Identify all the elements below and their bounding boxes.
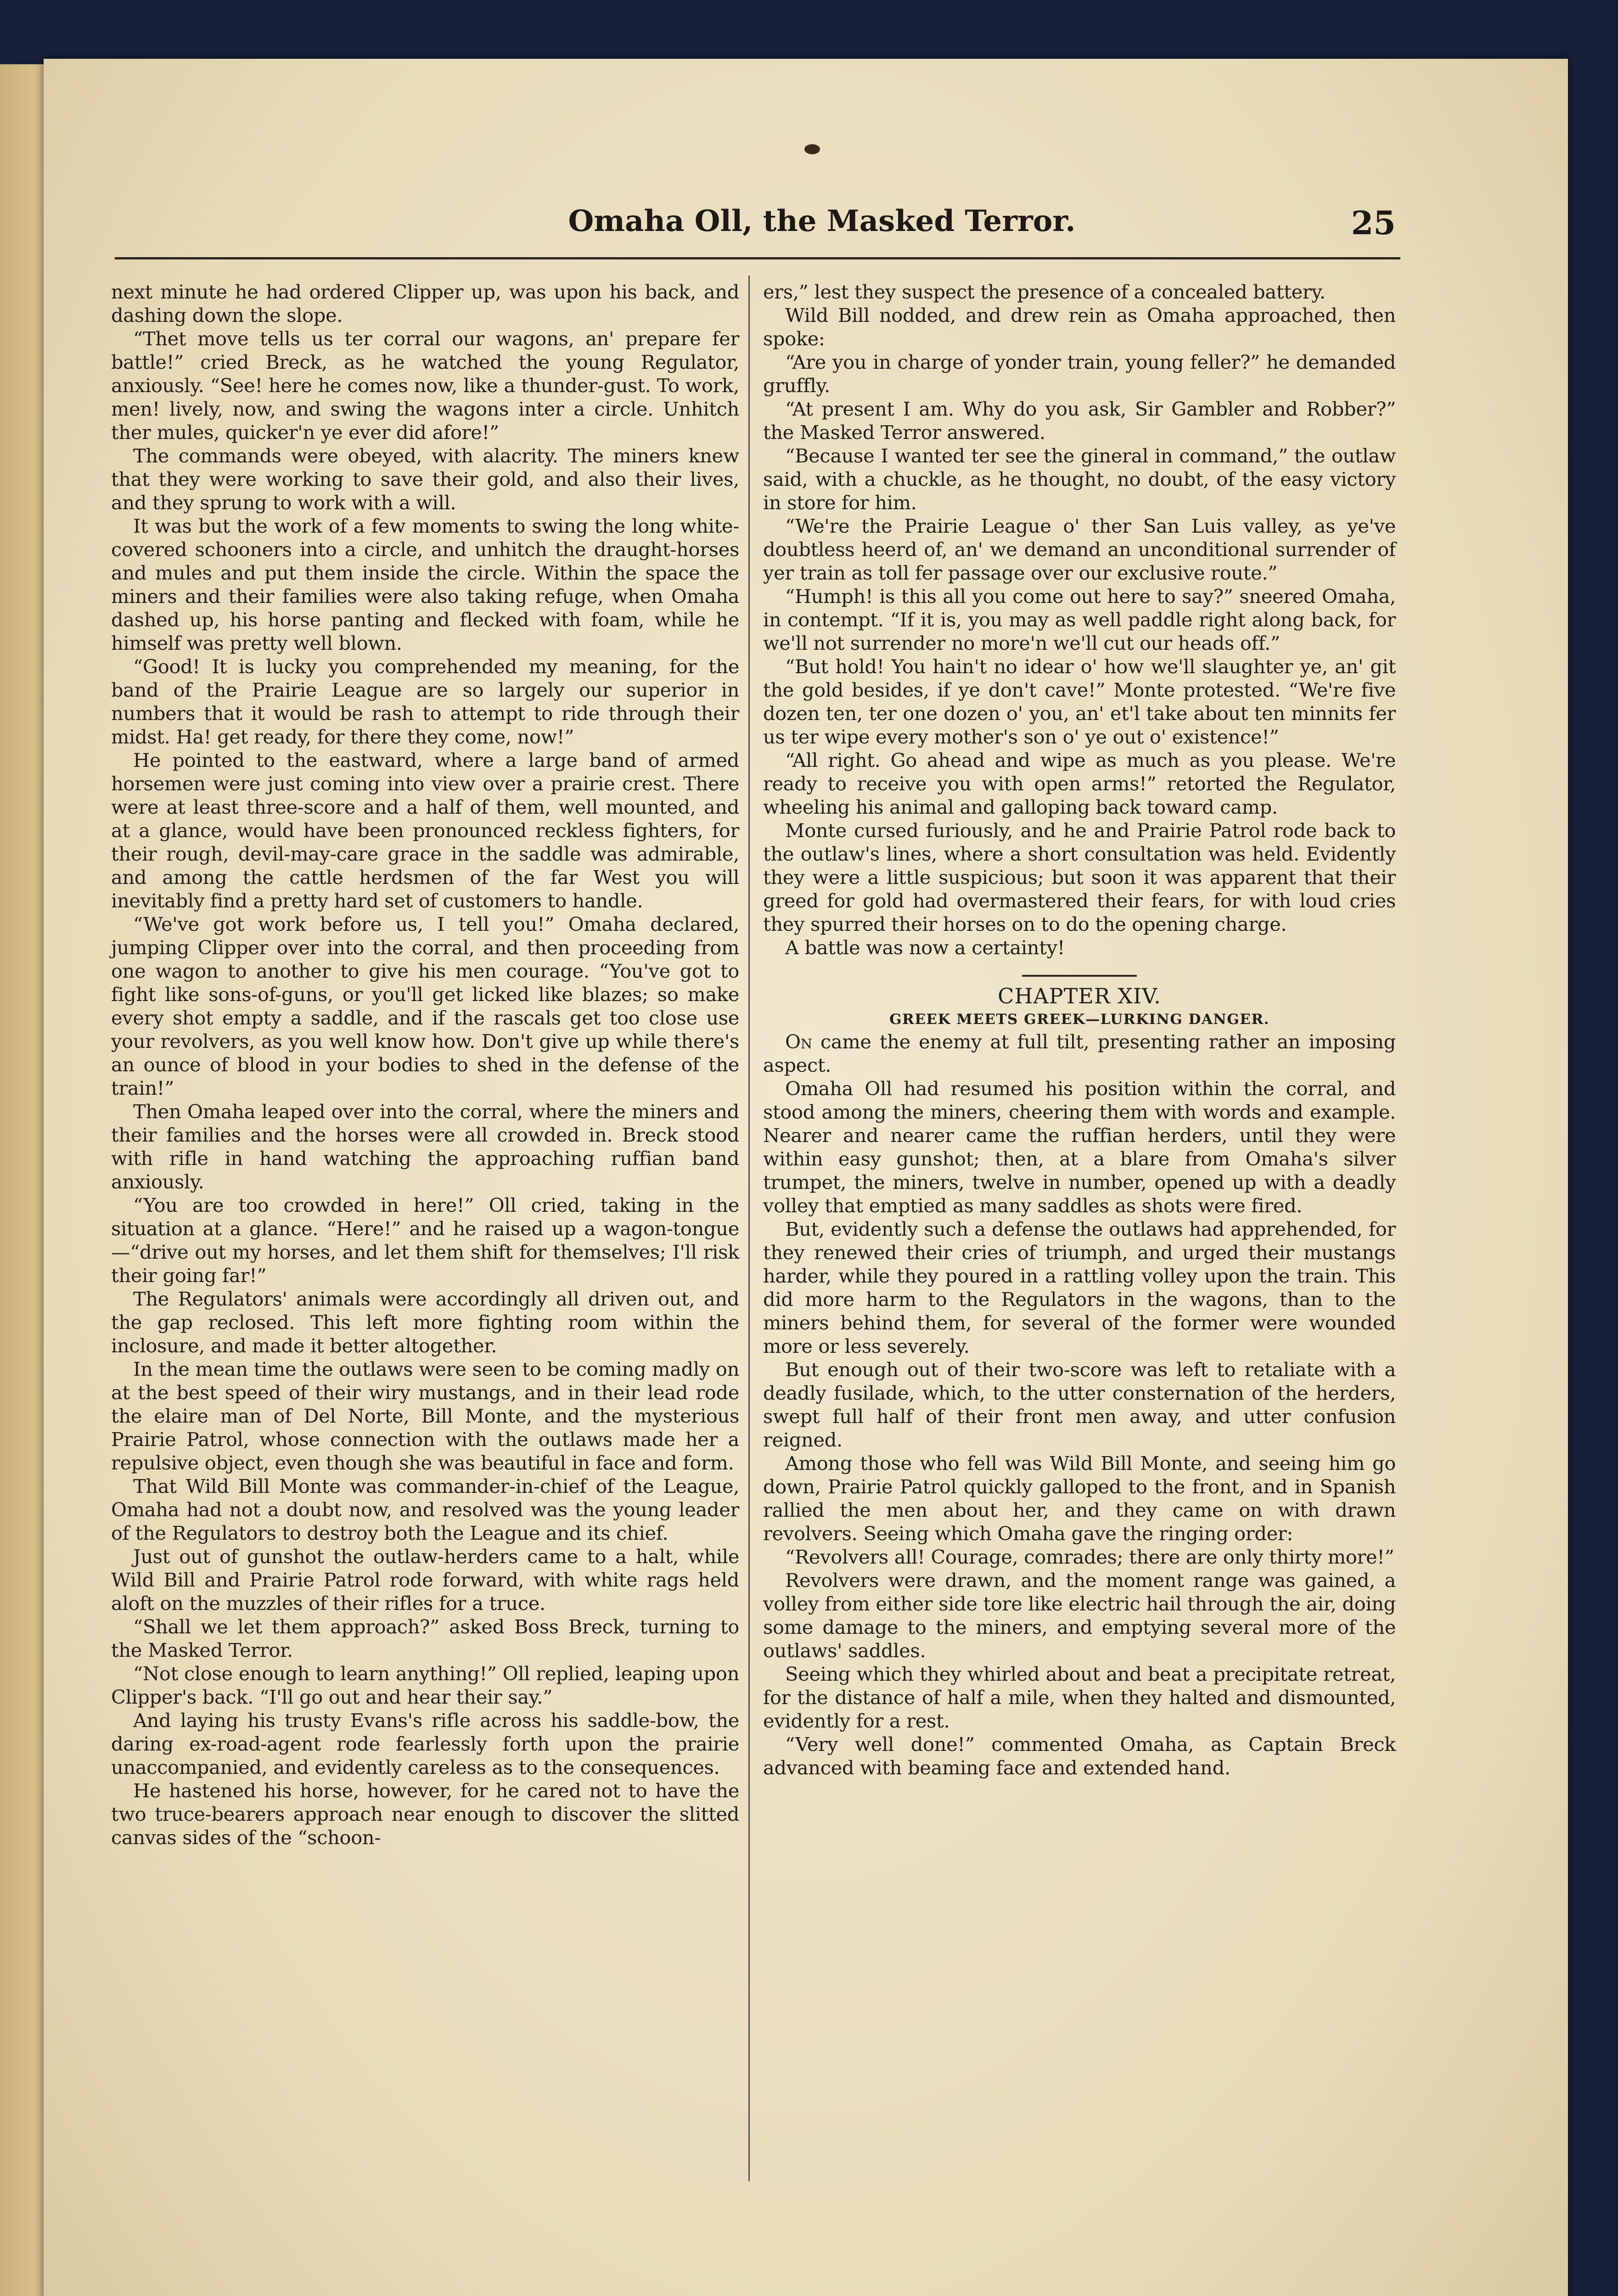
paragraph: “Revolvers all! Courage, comrades; there are only thirty more!”: [785, 1546, 1394, 1568]
paragraph: “Because I wanted ter see the gineral in command,” the outlaw said, with a chuckle, as he thought, no doubt, of the easy victory in store for him.: [763, 445, 1396, 514]
paragraph: Among those who fell was Wild Bill Monte, and seeing him go down, Prairie Patrol quickly galloped to the front, and in Spanish rallied the men about her, and they came on with drawn revolvers. Seeing which Omaha gave the ringing order:: [763, 1452, 1396, 1545]
paragraph: Wild Bill nodded, and drew rein as Omaha approached, then spoke:: [763, 304, 1396, 350]
paragraph: He pointed to the eastward, where a large band of armed horsemen were just coming into view over a prairie crest. There were at least three-score and a half of them, well mounted, and at a glance, would have been pronounced reckless fighters, for their rough, devil-may-care grace in the saddle was admirable, and among the cattle herdsmen of the far West you will inevitably find a pretty hard set of customers to handle.: [111, 749, 739, 912]
paragraph: “We're the Prairie League o' ther San Luis valley, as ye've doubtless heerd of, an' we demand an unconditional surrender of yer train as toll fer passage over our exclusive route.”: [763, 515, 1396, 584]
paragraph: “Shall we let them approach?” asked Boss Breck, turning to the Masked Terror.: [111, 1615, 739, 1661]
chapter-opening-paragraph: [763, 1030, 1396, 1077]
paragraph: In the mean time the outlaws were seen to be coming madly on at the best speed of their wiry mustangs, and in their lead rode the elaire man of Del Norte, Bill Monte, and the mysterious Prairie Patrol, whose connection with the outlaws made her a repulsive object, even though she was beautiful in face and form.: [111, 1358, 739, 1474]
paragraph: Seeing which they whirled about and beat a precipitate retreat, for the distance of half a mile, when they halted and dismounted, evidently for a rest.: [763, 1663, 1396, 1732]
opening-text: came the enemy at full tilt, presenting rather an imposing aspect.: [763, 1030, 1396, 1076]
paragraph: next minute he had ordered Clipper up, was upon his back, and dashing down the slope.: [111, 281, 739, 326]
paragraph: “Thet move tells us ter corral our wagons, an' prepare fer battle!” cried Breck, as he watched the young Regulator, anxiously. “See! here he comes now, like a thunder-gust. To work, men! lively, now, and swing the wagons inter a circle. Unhitch ther mules, quicker'n ye ever did afore!”: [111, 327, 739, 444]
left-column: [111, 280, 739, 1849]
chapter-rule: [1022, 975, 1137, 977]
paragraph: Omaha Oll had resumed his position within the corral, and stood among the miners, cheering them with words and example. Nearer and nearer came the ruffian herders, until they were within easy gunshot; then, at a blare from Omaha's silver trumpet, the miners, twelve in number, opened up with a deadly volley that emptied as many saddles as shots were fired.: [763, 1077, 1396, 1217]
right-column: [763, 280, 1396, 1779]
paragraph: “Very well done!” commented Omaha, as Captain Breck advanced with beaming face and extended hand.: [763, 1733, 1396, 1779]
paragraph: And laying his trusty Evans's rifle across his saddle-bow, the daring ex-road-agent rode fearlessly forth upon the prairie unaccompanied, and evidently careless as to the consequences.: [111, 1709, 739, 1778]
header-rule: [115, 257, 1400, 259]
paragraph: It was but the work of a few moments to swing the long white-covered schooners into a circle, and unhitch the draught-horses and mules and put them inside the circle. Within the space the miners and their families were also taking refuge, when Omaha dashed up, his horse panting and flecked with foam, while he himself was pretty well blown.: [111, 515, 739, 654]
paragraph: He hastened his horse, however, for he cared not to have the two truce-bearers approach near enough to discover the slitted canvas sides of the “schoon-: [111, 1779, 739, 1849]
paragraph: “Not close enough to learn anything!” Oll replied, leaping upon Clipper's back. “I'll go out and hear their say.”: [111, 1662, 739, 1708]
paragraph: Revolvers were drawn, and the moment range was gained, a volley from either side tore like electric hail through the air, doing some damage to the miners, and emptying several more of the outlaws' saddles.: [763, 1569, 1396, 1662]
paragraph: That Wild Bill Monte was commander-in-chief of the League, Omaha had not a doubt now, and resolved was the young leader of the Regulators to destroy both the League and its chief.: [111, 1475, 739, 1544]
ink-smudge: [804, 144, 820, 154]
paragraph: Just out of gunshot the outlaw-herders came to a halt, while Wild Bill and Prairie Patrol rode forward, with white rags held aloft on the muzzles of their rifles for a truce.: [111, 1545, 739, 1615]
running-title: Omaha Oll, the Masked Terror.: [568, 204, 1076, 238]
paragraph: A battle was now a certainty!: [785, 936, 1065, 959]
paragraph: Monte cursed furiously, and he and Prairie Patrol rode back to the outlaw's lines, where a short consultation was held. Evidently they were a little suspicious; but soon it was apparent that their greed for gold had overmastered their fears, for with loud cries they spurred their horses on to do the opening charge.: [763, 819, 1396, 935]
paragraph: The Regulators' animals were accordingly all driven out, and the gap reclosed. This left more fighting room within the inclosure, and made it better altogether.: [111, 1288, 739, 1357]
paragraph: “At present I am. Why do you ask, Sir Gambler and Robber?” the Masked Terror answered.: [763, 398, 1396, 444]
opening-word: On: [785, 1030, 812, 1053]
paragraph: Then Omaha leaped over into the corral, where the miners and their families and the horses were all crowded in. Breck stood with rifle in hand watching the approaching ruffian band anxiously.: [111, 1100, 739, 1193]
paragraph: But, evidently such a defense the outlaws had apprehended, for they renewed their cries of triumph, and urged their mustangs harder, while they poured in a rattling volley upon the train. This did more harm to the Regulators in the wagons, than to the miners behind them, for several of the former were wounded more or less severely.: [763, 1218, 1396, 1357]
column-divider: [748, 276, 750, 2181]
paragraph: “Humph! is this all you come out here to say?” sneered Omaha, in contempt. “If it is, you may as well paddle right along back, for we'll not surrender no more'n we'll cut our heads off.”: [763, 585, 1396, 654]
paragraph: “All right. Go ahead and wipe as much as you please. We're ready to receive you with open arms!” retorted the Regulator, wheeling his animal and galloping back toward camp.: [763, 749, 1396, 818]
paragraph: The commands were obeyed, with alacrity. The miners knew that they were working to save their gold, and also their lives, and they sprung to work with a will.: [111, 445, 739, 514]
paragraph: “We've got work before us, I tell you!” Omaha declared, jumping Clipper over into the corral, and then proceeding from one wagon to another to give his men courage. “You've got to fight like sons-of-guns, or you'll get licked like blazes; so make every shot empty a saddle, and if the rascals get too close use your revolvers, as you well know how. Don't give up while there's an ounce of blood in your bodies to shed in the defense of the train!”: [111, 913, 739, 1099]
paragraph: “Good! It is lucky you comprehended my meaning, for the band of the Prairie League are so largely our superior in numbers that it would be rash to attempt to ride through their midst. Ha! get ready, for there they come, now!”: [111, 655, 739, 748]
paragraph: ers,” lest they suspect the presence of a concealed battery.: [763, 281, 1326, 303]
page-header: [473, 204, 1396, 259]
paragraph: “Are you in charge of yonder train, young feller?” he demanded gruffly.: [763, 351, 1396, 397]
chapter-title: GREEK MEETS GREEK—LURKING DANGER.: [889, 1011, 1270, 1028]
page-number: 25: [1351, 204, 1396, 242]
paragraph: “You are too crowded in here!” Oll cried, taking in the situation at a glance. “Here!” and he raised up a wagon-tongue—“drive out my horses, and let them shift for themselves; I'll risk their going far!”: [111, 1194, 739, 1287]
chapter-number: CHAPTER XIV.: [998, 984, 1161, 1008]
paragraph: “But hold! You hain't no idear o' how we'll slaughter ye, an' git the gold besides, if ye don't cave!” Monte protested. “We're five dozen ten, ter one dozen o' you, an' et'l take about ten minnits fer us ter wipe every mother's son o' ye out o' existence!”: [763, 655, 1396, 748]
paragraph: But enough out of their two-score was left to retaliate with a deadly fusilade, which, to the utter consternation of the herders, swept full half of their front men away, and utter confusion reigned.: [763, 1358, 1396, 1451]
